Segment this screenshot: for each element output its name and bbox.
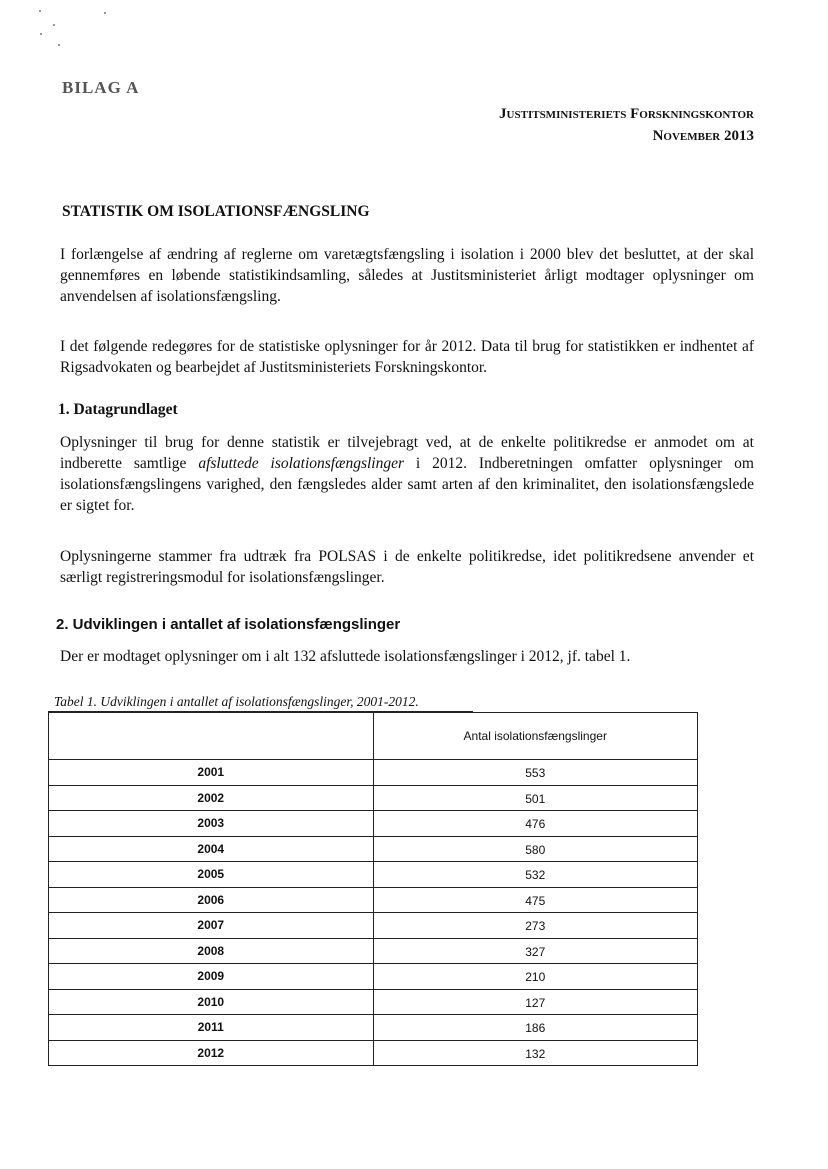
value-cell: 476 bbox=[373, 811, 698, 837]
value-cell: 475 bbox=[373, 887, 698, 913]
table-row bbox=[49, 1015, 698, 1041]
scan-speck bbox=[40, 33, 42, 35]
intro-paragraph-1: I forlængelse af ændring af reglerne om varetægtsfængsling i isolation i 2000 blev det besluttet, at der skal gennemføres en løbende statistikindsamling, således at Justitsministeriet årligt modtager oplysninger om anvendelsen af isolationsfængsling. bbox=[60, 246, 754, 305]
year-cell: 2012 bbox=[49, 1040, 374, 1066]
value-cell: 327 bbox=[373, 938, 698, 964]
section-1-heading: 1. Datagrundlaget bbox=[58, 401, 178, 418]
section-1-paragraph-1 bbox=[60, 432, 754, 516]
table-row bbox=[49, 938, 698, 964]
year-cell: 2005 bbox=[49, 862, 374, 888]
value-cell: 532 bbox=[373, 862, 698, 888]
table-row bbox=[49, 964, 698, 990]
document-date: November 2013 bbox=[652, 128, 754, 144]
table-row bbox=[49, 1040, 698, 1066]
year-cell: 2002 bbox=[49, 785, 374, 811]
scan-speck bbox=[104, 12, 106, 14]
year-cell: 2009 bbox=[49, 964, 374, 990]
table-row bbox=[49, 887, 698, 913]
scan-speck bbox=[58, 44, 60, 46]
page-title: STATISTIK OM ISOLATIONSFÆNGSLING bbox=[62, 203, 370, 220]
section-1-text-b: i 2012. Indberetningen omfatter oplysninger om isolationsfængslingens varighed, den fængsledes alder samt arten af den kriminalitet, den isolationsfængslede er sigtet for. bbox=[60, 455, 754, 514]
year-cell: 2001 bbox=[49, 760, 374, 786]
appendix-label: BILAG A bbox=[62, 78, 140, 97]
table-row bbox=[49, 785, 698, 811]
table-row bbox=[49, 989, 698, 1015]
table-header-row bbox=[49, 713, 698, 760]
value-cell: 580 bbox=[373, 836, 698, 862]
value-cell: 553 bbox=[373, 760, 698, 786]
intro-paragraph-2: I det følgende redegøres for de statistiske oplysninger for år 2012. Data til brug for statistikken er indhentet af Rigsadvokaten og bearbejdet af Justitsministeriets Forskningskontor. bbox=[60, 338, 754, 376]
year-cell: 2010 bbox=[49, 989, 374, 1015]
year-cell: 2008 bbox=[49, 938, 374, 964]
section-1-paragraph-2: Oplysningerne stammer fra udtræk fra POLSAS i de enkelte politikredse, idet politikredsene anvender et særligt registreringsmodul for isolationsfængslinger. bbox=[60, 548, 754, 586]
year-cell: 2006 bbox=[49, 887, 374, 913]
year-cell: 2007 bbox=[49, 913, 374, 939]
section-2-paragraph-1: Der er modtaget oplysninger om i alt 132 afsluttede isolationsfængslinger i 2012, jf. tabel 1. bbox=[60, 648, 631, 665]
value-cell: 273 bbox=[373, 913, 698, 939]
year-cell: 2004 bbox=[49, 836, 374, 862]
table-row bbox=[49, 913, 698, 939]
table-caption: Tabel 1. Udviklingen i antallet af isolationsfængslinger, 2001-2012. bbox=[54, 694, 419, 709]
isolation-table bbox=[48, 712, 698, 1066]
value-cell: 186 bbox=[373, 1015, 698, 1041]
scan-speck bbox=[53, 24, 55, 26]
year-cell: 2011 bbox=[49, 1015, 374, 1041]
office-name: Justitsministeriets Forskningskontor bbox=[499, 106, 754, 122]
table-row bbox=[49, 811, 698, 837]
table-row bbox=[49, 760, 698, 786]
table-header-value: Antal isolationsfængslinger bbox=[373, 713, 698, 760]
table-row bbox=[49, 862, 698, 888]
section-2-heading: 2. Udviklingen i antallet af isolationsfængslinger bbox=[56, 616, 401, 633]
section-1-emphasis: afsluttede isolationsfængslinger bbox=[198, 455, 404, 472]
year-cell: 2003 bbox=[49, 811, 374, 837]
scan-speck bbox=[39, 10, 41, 12]
table-row bbox=[49, 836, 698, 862]
value-cell: 501 bbox=[373, 785, 698, 811]
section-1-text-a: Oplysninger til brug for denne statistik er tilvejebragt ved, at de enkelte politikredse er anmodet om at indberette samtlige bbox=[60, 434, 754, 472]
value-cell: 132 bbox=[373, 1040, 698, 1066]
value-cell: 127 bbox=[373, 989, 698, 1015]
table-header-blank bbox=[49, 713, 374, 760]
value-cell: 210 bbox=[373, 964, 698, 990]
